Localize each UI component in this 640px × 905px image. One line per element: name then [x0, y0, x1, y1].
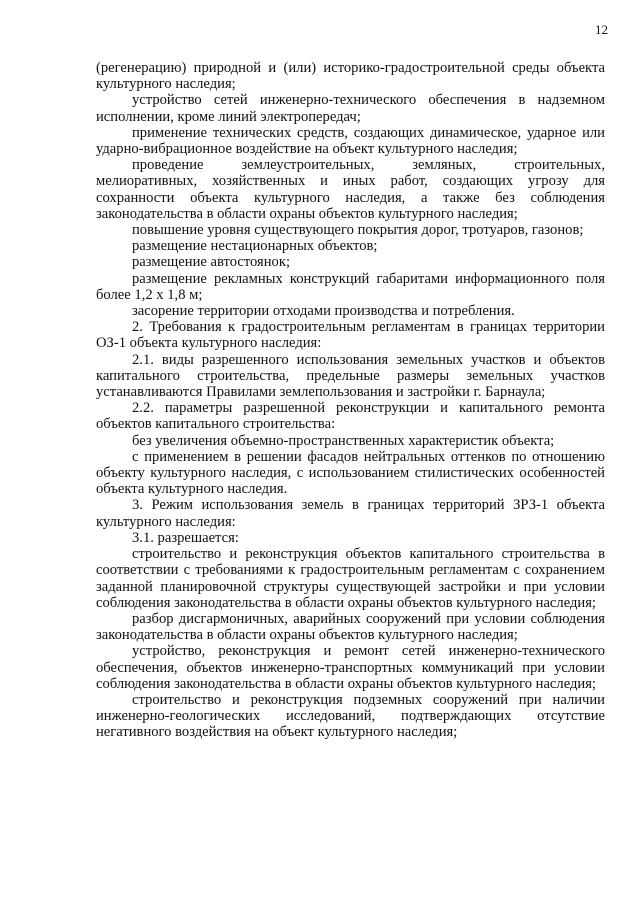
paragraph: с применением в решении фасадов нейтральных оттенков по отношению объекту культурного наследия, с использованием стилистических особенностей объекта культурного наследия. [96, 448, 605, 498]
paragraph: проведение землеустроительных, земляных, строительных, мелиоративных, хозяйственных и иных работ, создающих угрозу для сохранности объекта культурного наследия, а также без соблюдения законодательства в области охраны объектов культурного наследия; [96, 157, 605, 222]
page-number: 12 [595, 22, 608, 37]
paragraph: 2.2. параметры разрешенной реконструкции и капитального ремонта объектов капитального строительства: [96, 400, 605, 433]
paragraph: устройство, реконструкция и ремонт сетей инженерно-технического обеспечения, объектов инженерно-транспортных коммуникаций при условии соблюдения законодательства в области охраны объектов культурного наследия; [96, 643, 605, 692]
document-body [96, 60, 605, 741]
paragraph: устройство сетей инженерно-технического обеспечения в надземном исполнении, кроме линий электропередач; [96, 92, 605, 125]
paragraph: без увеличения объемно-пространственных характеристик объекта; [132, 432, 555, 449]
paragraph: строительство и реконструкция объектов капитального строительства в соответствии с требованиями к градостроительным регламентам с сохранением заданной планировочной структуры существующей застройки и при условии соблюдения законодательства в области охраны объектов культурного наследия; [96, 546, 605, 611]
paragraph: размещение рекламных конструкций габаритами информационного поля более 1,2 х 1,8 м; [96, 270, 605, 303]
paragraph: размещение автостоянок; [132, 254, 291, 271]
section-heading: 3. Режим использования земель в границах территорий ЗРЗ-1 объекта культурного наследия: [96, 497, 605, 530]
paragraph: разбор дисгармоничных, аварийных сооружений при условии соблюдения законодательства в области охраны объектов культурного наследия; [96, 610, 605, 644]
paragraph: 2.1. виды разрешенного использования земельных участков и объектов капитального строительства, предельные размеры земельных участков устанавливаются Правилами землепользования и застройки г. Барнаула; [96, 351, 605, 401]
paragraph: размещение нестационарных объектов; [132, 238, 378, 255]
section-heading: 2. Требования к градостроительным регламентам в границах территории ОЗ-1 объекта культурного наследия: [96, 319, 605, 352]
paragraph: повышение уровня существующего покрытия дорог, тротуаров, газонов; [132, 222, 584, 239]
paragraph: применение технических средств, создающих динамическое, ударное или ударно-вибрационное воздействие на объект культурного наследия; [96, 124, 605, 158]
paragraph: 3.1. разрешается: [132, 529, 239, 546]
paragraph: строительство и реконструкция подземных сооружений при наличии инженерно-геологических исследований, подтверждающих отсутствие негативного воздействия на объект культурного наследия; [96, 691, 605, 741]
paragraph: (регенерацию) природной и (или) историко-градостроительной среды объекта культурного наследия; [96, 60, 605, 93]
paragraph: засорение территории отходами производства и потребления. [132, 303, 515, 320]
